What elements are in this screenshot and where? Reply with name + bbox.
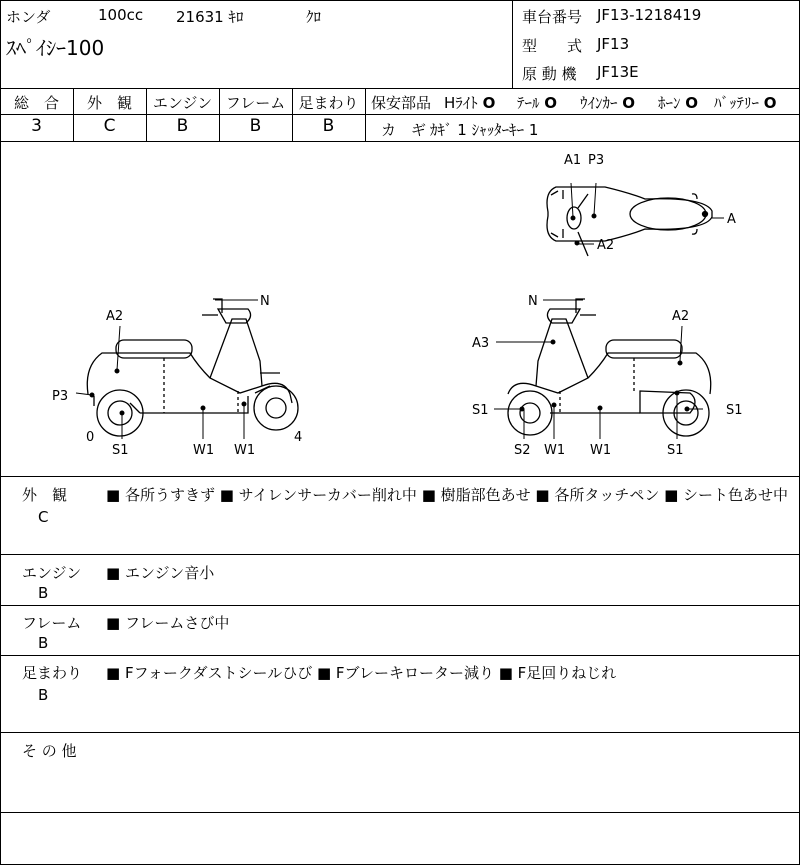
safety-item-tail (517, 92, 557, 113)
right-label-a2: A2 (672, 309, 690, 324)
remarks-line-5 (0, 812, 800, 813)
top-border (0, 0, 800, 1)
safety-item-name: ﾊﾞｯﾃﾘｰ (714, 94, 760, 112)
safety-item-name: Hﾗｲﾄ (444, 94, 478, 112)
remark-text-frame: ■ フレームさび中 (106, 614, 230, 632)
remark-grade-engine: B (38, 584, 49, 602)
grade-exterior: C (103, 116, 116, 136)
remark-grade-frame: B (38, 634, 49, 652)
remarks-line-1 (0, 554, 800, 555)
engine-label: 原 動 機 (522, 65, 577, 83)
right-label-a3: A3 (472, 336, 490, 351)
remark-label-frame: フレーム (22, 614, 82, 632)
type-value: JF13 (597, 35, 630, 53)
left-label-w1a: W1 (193, 443, 215, 458)
key-value: ｶｷﾞ 1 ｼｬｯﾀｰｷｰ 1 (430, 121, 539, 139)
remark-text-engine: ■ エンジン音小 (106, 564, 215, 582)
left-label-p3: P3 (52, 389, 69, 404)
diagram-bottom-line (0, 476, 800, 477)
grade-engine: B (176, 116, 189, 136)
remark-text-exterior: ■ 各所うすきず ■ サイレンサーカバー削れ中 ■ 樹脂部色あせ ■ 各所タッチペン ■ シート色あせ中 (106, 486, 789, 504)
color: ｸﾛ (306, 8, 322, 26)
engine-value: JF13E (597, 63, 639, 81)
top-label-a-rear: A (727, 212, 736, 227)
header-bottom-line (0, 88, 800, 89)
right-label-s1-bottom: S1 (667, 443, 684, 458)
displacement: 100cc (98, 6, 144, 24)
safety-item-mark: O (544, 94, 558, 112)
remark-grade-suspension: B (38, 686, 49, 704)
top-label-a2: A2 (597, 238, 615, 253)
top-label-p3: P3 (588, 153, 605, 168)
safety-item-mark: O (685, 94, 699, 112)
grade-header-frame: フレーム (225, 94, 286, 112)
header-divider (512, 0, 513, 88)
remarks-line-2 (0, 605, 800, 606)
grade-frame: B (249, 116, 262, 136)
right-label-s2: S2 (514, 443, 531, 458)
left-label-s1: S1 (112, 443, 129, 458)
type-label: 型 式 (522, 37, 583, 55)
remark-label-suspension: 足まわり (22, 664, 83, 682)
safety-item-headlight (444, 92, 495, 113)
frame-no: JF13-1218419 (597, 6, 702, 24)
mileage: 21631 ｷﾛ (176, 8, 244, 26)
remark-label-exterior: 外 観 (22, 486, 68, 504)
right-label-s1-right: S1 (726, 403, 743, 418)
frame-no-label: 車台番号 (522, 8, 583, 26)
scooter-diagram (0, 141, 800, 476)
right-label-w1b: W1 (590, 443, 612, 458)
safety-item-name: ｳｲﾝｶｰ (580, 94, 618, 112)
right-label-n: N (528, 294, 538, 309)
grade-header-exterior: 外 観 (86, 94, 132, 112)
grade-mid-line (0, 114, 800, 115)
safety-item-battery (714, 92, 777, 113)
safety-item-name: ﾃｰﾙ (517, 94, 540, 112)
remark-text-suspension: ■ Fフォークダストシールひび ■ Fブレーキローター減り ■ F足回りねじれ (106, 664, 617, 682)
grade-header-suspension: 足まわり (298, 94, 359, 112)
right-label-w1a: W1 (544, 443, 566, 458)
grade-suspension: B (322, 116, 335, 136)
right-label-s1-left: S1 (472, 403, 489, 418)
safety-item-name: ﾎｰﾝ (658, 94, 681, 112)
safety-item-winker (580, 92, 635, 113)
safety-label: 保安部品 (371, 94, 432, 112)
maker: ホンダ (6, 8, 51, 26)
grade-overall: 3 (31, 116, 42, 136)
safety-item-horn (658, 92, 698, 113)
grade-header-overall: 総 合 (13, 94, 59, 112)
top-label-a1: A1 (564, 153, 582, 168)
safety-item-mark: O (622, 94, 636, 112)
left-label-four: 4 (294, 430, 303, 445)
safety-item-mark: O (763, 94, 777, 112)
remark-label-other: そ の 他 (22, 742, 77, 760)
remark-grade-exterior: C (38, 508, 49, 526)
grade-header-engine: エンジン (152, 94, 213, 112)
key-label: カ ギ (381, 121, 427, 139)
left-label-w1b: W1 (234, 443, 256, 458)
safety-item-mark: O (482, 94, 496, 112)
left-label-n: N (260, 294, 270, 309)
remark-label-engine: エンジン (22, 564, 82, 582)
remarks-line-4 (0, 732, 800, 733)
remarks-line-3 (0, 655, 800, 656)
left-label-a2: A2 (106, 309, 124, 324)
left-label-zero: 0 (86, 430, 95, 445)
model-name: ｽﾍﾟｲｼｰ100 (6, 36, 105, 60)
grade-col-line-5 (365, 88, 366, 141)
